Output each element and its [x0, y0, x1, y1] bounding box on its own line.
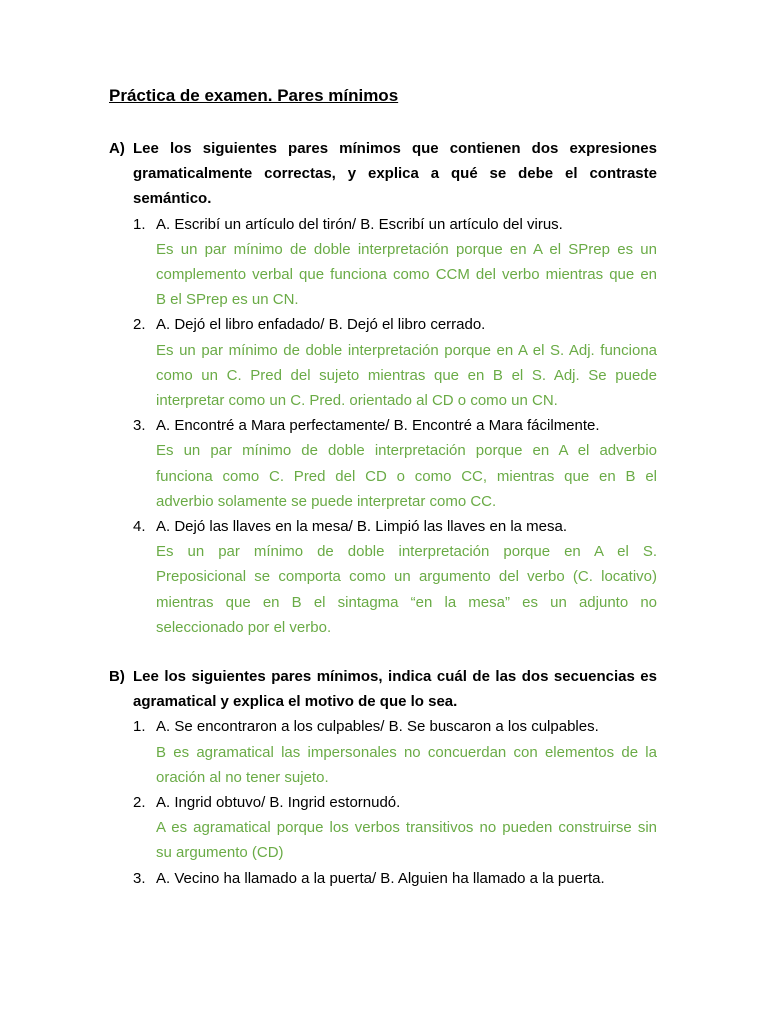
item-answer — [109, 539, 657, 640]
item-text: A. Vecino ha llamado a la puerta/ B. Alguien ha llamado a la puerta. — [156, 869, 605, 887]
answer-line: B el SPrep es un CN. — [156, 291, 299, 309]
item-answer — [109, 338, 657, 414]
section-b-letter: B) — [109, 668, 125, 685]
item-number: 2. — [133, 316, 146, 334]
answer-line: interpretar como un C. Pred. orientado al CD o como un CN. — [156, 392, 558, 410]
item-answer — [109, 438, 657, 514]
item-text: A. Encontré a Mara perfectamente/ B. Encontré a Mara fácilmente. — [156, 417, 600, 435]
section-a-heading-text: Lee los siguientes pares mínimos que contienen dos expresiones gramaticalmente correctas, y explica a qué se debe el contraste semántico. — [133, 140, 657, 208]
item-text: A. Dejó las llaves en la mesa/ B. Limpió las llaves en la mesa. — [156, 518, 568, 536]
answer-line: mientras que en B el sintagma “en la mesa” es un adjunto no — [156, 593, 657, 611]
item-answer — [109, 815, 657, 865]
list-item — [109, 790, 657, 815]
item-answer — [109, 237, 657, 313]
section-a-letter: A) — [109, 140, 125, 157]
item-text: A. Escribí un artículo del tirón/ B. Escribí un artículo del virus. — [156, 215, 563, 233]
answer-line: funciona como C. Pred del CD o como CC, mientras que en B el — [156, 467, 657, 485]
answer-line: como un C. Pred del sujeto mientras que en B el S. Adj. Se puede — [156, 366, 657, 384]
answer-line: adverbio solamente se puede interpretar como CC. — [156, 492, 497, 510]
section-b — [109, 664, 657, 891]
answer-line: B es agramatical las impersonales no concuerdan con elementos de la — [156, 743, 657, 761]
answer-line: Es un par mínimo de doble interpretación porque en A el SPrep es un — [156, 240, 657, 258]
list-item — [109, 714, 657, 739]
item-text: A. Se encontraron a los culpables/ B. Se buscaron a los culpables. — [156, 718, 599, 736]
list-item — [109, 514, 657, 539]
answer-line: complemento verbal que funciona como CCM del verbo mientras que en — [156, 266, 657, 284]
section-a — [109, 136, 657, 640]
section-b-heading — [109, 664, 657, 714]
section-a-heading — [109, 136, 657, 212]
list-item — [109, 866, 657, 891]
item-number: 1. — [133, 215, 146, 233]
item-number: 3. — [133, 417, 146, 435]
answer-line: Preposicional se comporta como un argumento del verbo (C. locativo) — [156, 568, 657, 586]
section-b-heading-text: Lee los siguientes pares mínimos, indica cuál de las dos secuencias es agramatical y explica el motivo de que lo sea. — [133, 668, 657, 711]
answer-line: Es un par mínimo de doble interpretación porque en A el S. — [156, 543, 657, 561]
item-text: A. Ingrid obtuvo/ B. Ingrid estornudó. — [156, 794, 401, 812]
answer-line: su argumento (CD) — [156, 844, 284, 862]
answer-line: seleccionado por el verbo. — [156, 618, 332, 636]
list-item — [109, 312, 657, 337]
item-number: 3. — [133, 869, 146, 887]
answer-line: Es un par mínimo de doble interpretación porque en A el S. Adj. funciona — [156, 341, 657, 359]
list-item — [109, 212, 657, 237]
item-answer — [109, 740, 657, 790]
item-text: A. Dejó el libro enfadado/ B. Dejó el libro cerrado. — [156, 316, 486, 334]
item-number: 2. — [133, 794, 146, 812]
list-item — [109, 413, 657, 438]
answer-line: Es un par mínimo de doble interpretación porque en A el adverbio — [156, 442, 657, 460]
answer-line: oración al no tener sujeto. — [156, 768, 329, 786]
item-number: 1. — [133, 718, 146, 736]
page-title: Práctica de examen. Pares mínimos — [109, 86, 399, 105]
item-number: 4. — [133, 518, 146, 536]
answer-line: A es agramatical porque los verbos transitivos no pueden construirse sin — [156, 819, 657, 837]
